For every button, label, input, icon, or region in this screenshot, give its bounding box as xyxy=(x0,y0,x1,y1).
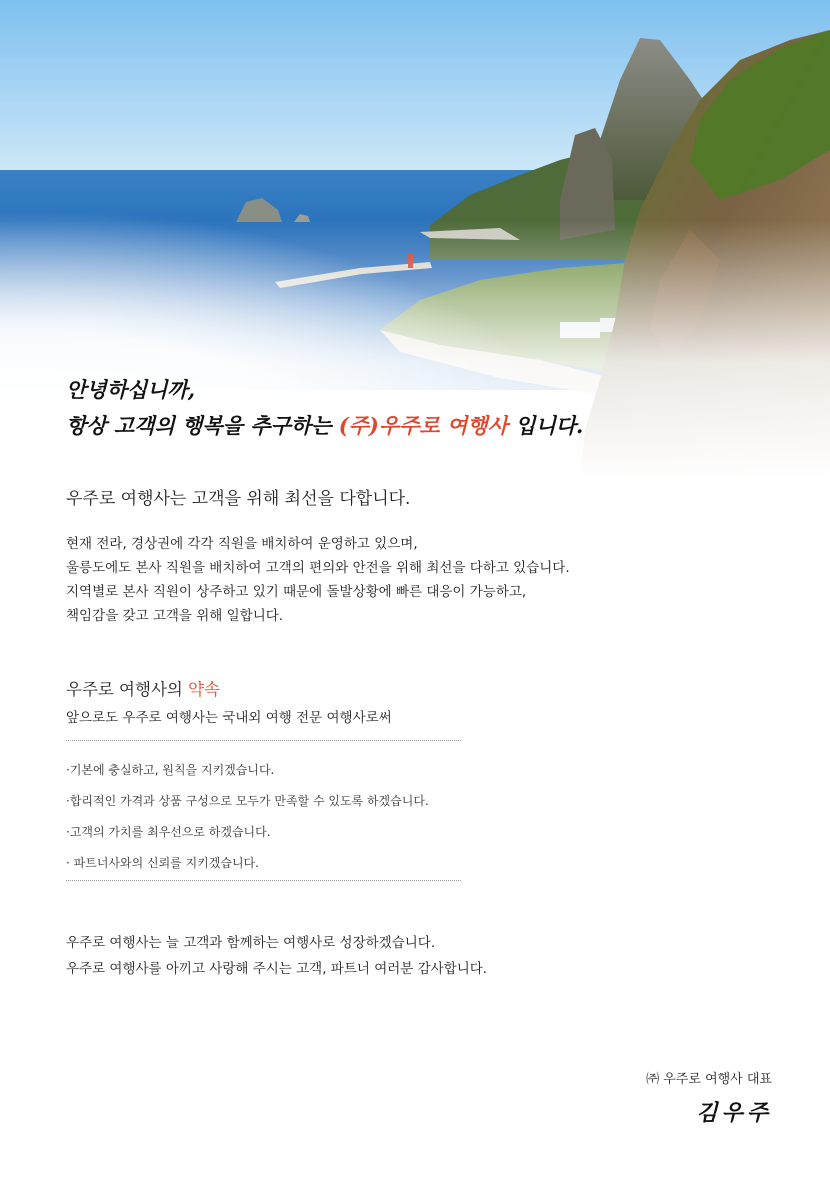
signature-name: 김우주 xyxy=(696,1100,772,1126)
promise-subtitle: 앞으로도 우주로 여행사는 국내외 여행 전문 여행사로써 xyxy=(66,710,392,726)
promise-heading-prefix: 우주로 여행사의 xyxy=(66,680,189,699)
dotted-divider-top xyxy=(66,740,461,741)
greeting-calligraphy xyxy=(66,372,583,444)
pledge-list xyxy=(66,755,429,879)
greeting-line-2-suffix: 입니다. xyxy=(507,413,584,438)
intro-line: 현재 전라, 경상권에 각각 직원을 배치하여 운영하고 있으며, xyxy=(66,536,418,552)
closing-line: 우주로 여행사를 아끼고 사랑해 주시는 고객, 파트너 여러분 감사합니다. xyxy=(66,961,488,977)
promise-heading-highlight: 약속 xyxy=(188,680,220,699)
promise-heading xyxy=(66,676,220,700)
greeting-line-2 xyxy=(66,408,583,444)
greeting-line-1: 안녕하십니까, xyxy=(66,377,196,402)
greeting-company-name: (주)우주로 여행사 xyxy=(338,413,508,438)
pledge-item: ·고객의 가치를 최우선으로 하겠습니다. xyxy=(66,825,271,839)
intro-line: 책임감을 갖고 고객을 위해 일합니다. xyxy=(66,608,284,624)
closing-line: 우주로 여행사는 늘 고객과 함께하는 여행사로 성장하겠습니다. xyxy=(66,935,436,951)
lead-heading: 우주로 여행사는 고객을 위해 최선을 다합니다. xyxy=(66,489,411,509)
intro-line: 울릉도에도 본사 직원을 배치하여 고객의 편의와 안전을 위해 최선을 다하고 있습니다. xyxy=(66,560,570,576)
pledge-item: ·기본에 충실하고, 원칙을 지키겠습니다. xyxy=(66,763,275,777)
signature-title: ㈜ 우주로 여행사 대표 xyxy=(646,1072,772,1087)
pledge-item: ·합리적인 가격과 상품 구성으로 모두가 만족할 수 있도록 하겠습니다. xyxy=(66,794,429,808)
closing-paragraph xyxy=(66,930,487,982)
greeting-line-2-prefix: 항상 고객의 행복을 추구하는 xyxy=(66,413,339,438)
pledge-item: · 파트너사와의 신뢰를 지키겠습니다. xyxy=(66,856,259,870)
dotted-divider-bottom xyxy=(66,880,461,881)
intro-paragraph xyxy=(66,532,570,628)
intro-line: 지역별로 본사 직원이 상주하고 있기 때문에 돌발상황에 빠른 대응이 가능하고, xyxy=(66,584,527,600)
